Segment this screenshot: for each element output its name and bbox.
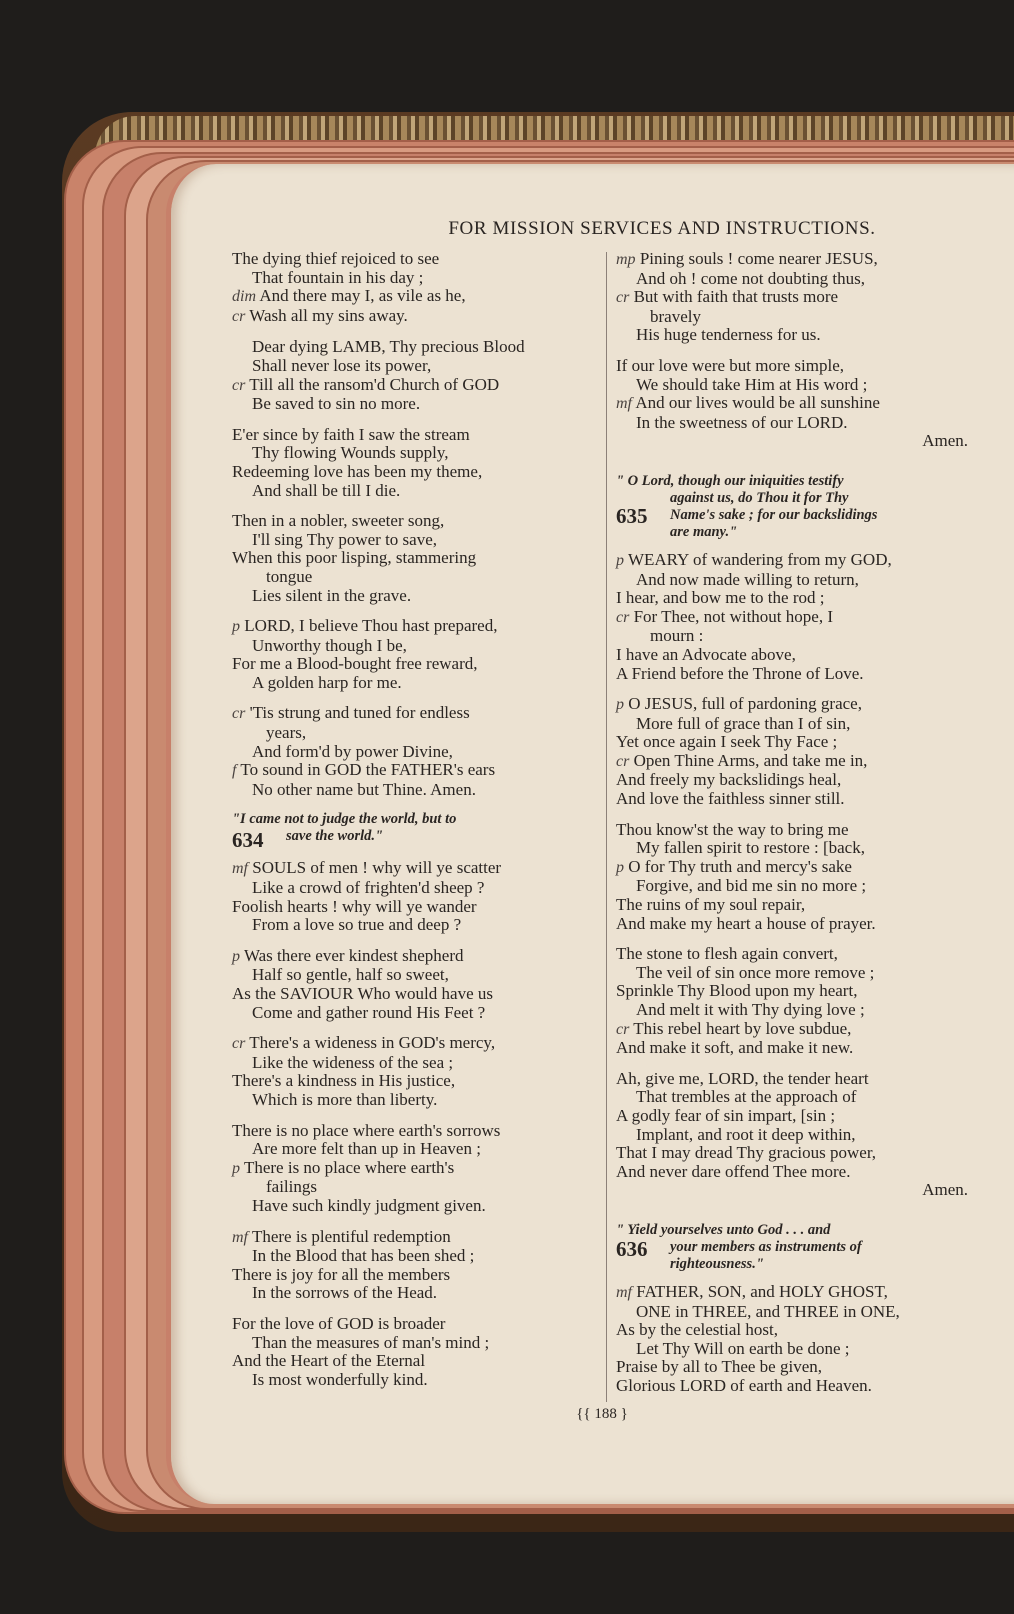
verse-line (616, 1163, 972, 1182)
verse-text: Than the measures of man's mind ; (252, 1332, 490, 1352)
verse-text: And our lives would be all sunshine (635, 393, 880, 413)
page-number: {{ 188 } (576, 1406, 628, 1422)
verse-line (616, 551, 972, 571)
page-content (232, 210, 972, 1440)
verse-line (232, 898, 600, 917)
stanza (232, 512, 600, 605)
verse-text: Which is more than liberty. (252, 1089, 438, 1109)
verse-text: Wash all my sins away. (249, 305, 408, 325)
stanza (232, 859, 600, 934)
dynamic-marking: p (616, 696, 624, 714)
amen: Amen. (922, 431, 968, 451)
verse-text: That trembles at the approach of (636, 1087, 857, 1107)
verse-line (616, 1144, 972, 1163)
dynamic-marking: cr (616, 289, 630, 307)
verse-line (232, 531, 600, 550)
verse-line (616, 1321, 972, 1340)
verse-line (616, 589, 972, 608)
hymn-heading-635 (616, 473, 972, 541)
verse-text: There's a wideness in GOD's mercy, (249, 1033, 496, 1053)
verse-text: ONE in THREE, and THREE in ONE, (636, 1301, 900, 1321)
verse-text: And there may I, as vile as he, (259, 286, 466, 306)
stanza (616, 551, 972, 683)
verse-line (232, 1352, 600, 1371)
verse-text: Glorious LORD of earth and Heaven. (616, 1375, 872, 1395)
verse-text: Have such kindly judgment given. (252, 1195, 486, 1215)
running-head: FOR MISSION SERVICES AND INSTRUCTIONS. (448, 218, 876, 239)
verse-text: Shall never lose its power, (252, 355, 432, 375)
verse-line (616, 695, 972, 715)
verse-text: But with faith that trusts more (633, 287, 839, 307)
stanza (616, 821, 972, 934)
verse-text: Are more felt than up in Heaven ; (252, 1139, 481, 1159)
verse-text: Pining souls ! come nearer JESUS, (639, 249, 878, 268)
hymn-epigraph: "I came not to judge the world, but to (232, 811, 457, 828)
verse-text: O JESUS, full of pardoning grace, (628, 694, 862, 714)
verse-text: Till all the ransom'd Church of GOD (249, 374, 500, 394)
dynamic-marking: p (616, 551, 624, 569)
verse-text: mourn : (650, 626, 704, 646)
verse-line (616, 839, 972, 858)
hymn-epigraph: " Yield yourselves unto God . . . and (616, 1221, 831, 1238)
verse-text: And shall be till I die. (252, 480, 401, 500)
verse-text: Is most wonderfully kind. (252, 1369, 428, 1389)
verse-text: Then in a nobler, sweeter song, (232, 511, 445, 531)
dynamic-marking: dim (232, 288, 256, 306)
verse-text: As the SAVIOUR Who would have us (232, 984, 493, 1003)
verse-text: This rebel heart by love subdue, (633, 1018, 852, 1038)
verse-text: When this poor lisping, stammering (232, 548, 477, 568)
verse-text: Forgive, and bid me sin no more ; (636, 876, 867, 896)
verse-text: There is no place where earth's sorrows (232, 1120, 501, 1140)
stanza (232, 1034, 600, 1109)
verse-text: 'Tis strung and tuned for endless (249, 703, 470, 723)
verse-line (232, 655, 600, 674)
verse-text: FATHER, SON, and HOLY GHOST, (636, 1281, 888, 1301)
verse-line (232, 617, 600, 637)
verse-line (232, 250, 600, 269)
verse-line (232, 1266, 600, 1285)
verse-text: And love the faithless sinner still. (616, 789, 845, 809)
verse-text: Like the wideness of the sea ; (252, 1052, 454, 1072)
stanza (232, 426, 600, 500)
verse-line (232, 1091, 600, 1110)
dynamic-marking: f (232, 762, 237, 780)
verse-text: Praise by all to Thee be given, (616, 1357, 822, 1377)
verse-text: My fallen spirit to restore : [back, (636, 838, 865, 858)
verse-text: years, (266, 723, 307, 743)
stanza (232, 250, 600, 326)
verse-text: For the love of GOD is broader (232, 1313, 446, 1333)
verse-line (232, 395, 600, 414)
verse-line (616, 250, 972, 270)
right-column (616, 250, 972, 1408)
dynamic-marking: cr (232, 307, 246, 325)
verse-line (232, 482, 600, 501)
verse-text: Open Thine Arms, and take me in, (633, 750, 868, 770)
verse-line (232, 549, 600, 568)
verse-line (616, 414, 972, 433)
verse-line (616, 752, 972, 772)
dynamic-marking: p (232, 1159, 240, 1177)
verse-text: His huge tenderness for us. (636, 325, 821, 345)
verse-line (616, 270, 972, 289)
verse-line (616, 858, 972, 878)
dynamic-marking: cr (616, 752, 630, 770)
verse-text: O for Thy truth and mercy's sake (628, 856, 852, 876)
dynamic-marking: cr (232, 1035, 246, 1053)
dynamic-marking: p (232, 618, 240, 636)
verse-line (616, 1126, 972, 1145)
verse-line (616, 790, 972, 809)
stanza (616, 1283, 972, 1396)
left-column (232, 250, 600, 1401)
verse-line (232, 568, 600, 587)
verse-text: More full of grace than I of sin, (636, 713, 851, 733)
hymn-stanzas (616, 1283, 972, 1396)
verse-line (616, 1340, 972, 1359)
verse-line (616, 1070, 972, 1089)
verse-line (232, 426, 600, 445)
hymn-epigraph: Name's sake ; for our backslidings (670, 506, 878, 523)
verse-text: A golden harp for me. (252, 672, 402, 692)
verse-line (232, 1004, 600, 1023)
verse-line (616, 1107, 972, 1126)
verse-line (232, 1284, 600, 1303)
column-divider (606, 252, 607, 1402)
verse-line (232, 1178, 600, 1197)
verse-line (232, 1371, 600, 1390)
verse-line (232, 966, 600, 985)
verse-line (232, 985, 600, 1004)
verse-line (616, 1303, 972, 1322)
hymn-epigraph: " O Lord, though our iniquities testify (616, 472, 844, 489)
verse-text: Implant, and root it deep within, (636, 1124, 856, 1144)
verse-text: And never dare offend Thee more. (616, 1161, 851, 1181)
verse-line (616, 288, 972, 308)
verse-line (232, 1228, 600, 1248)
amen: Amen. (922, 1180, 968, 1200)
verse-text: Foolish hearts ! why will ye wander (232, 896, 477, 916)
stanza (616, 357, 972, 432)
stanza (232, 1228, 600, 1303)
hymn-heading-636 (616, 1222, 972, 1273)
stanza (232, 1315, 600, 1389)
hymn-epigraph: your members as instruments of (670, 1238, 862, 1255)
verse-line (232, 587, 600, 606)
verse-text: Dear dying LAMB, Thy precious Blood (252, 337, 525, 357)
stanza (616, 695, 972, 809)
stanza (232, 1122, 600, 1216)
verse-text: Lies silent in the grave. (252, 585, 412, 605)
verse-line (232, 512, 600, 531)
verse-line (616, 896, 972, 915)
verse-text: For me a Blood-bought free reward, (232, 654, 478, 674)
verse-line (616, 571, 972, 590)
verse-line (232, 376, 600, 396)
verse-line (616, 394, 972, 414)
verse-line (616, 821, 972, 840)
verse-text: Like a crowd of frighten'd sheep ? (252, 878, 485, 898)
verse-line (616, 1283, 972, 1303)
verse-text: Unworthy though I be, (252, 635, 407, 655)
verse-line (232, 781, 600, 800)
verse-line (616, 715, 972, 734)
verse-line (616, 1001, 972, 1020)
verse-line (232, 674, 600, 693)
hymn-stanzas (616, 250, 972, 432)
verse-line (616, 376, 972, 395)
dynamic-marking: mf (616, 395, 632, 413)
hymn-number: 635 (616, 503, 648, 528)
hymn-number: 634 (232, 828, 264, 853)
verse-text: failings (266, 1177, 317, 1197)
verse-text: There is no place where earth's (243, 1157, 455, 1177)
verse-line (616, 964, 972, 983)
verse-line (232, 307, 600, 327)
verse-line (232, 879, 600, 898)
hymn-epigraph: righteousness." (670, 1255, 764, 1272)
verse-line (616, 308, 972, 327)
dynamic-marking: mf (232, 1228, 248, 1246)
verse-line (232, 1122, 600, 1141)
verse-text: A Friend before the Throne of Love. (616, 663, 864, 683)
verse-text: For Thee, not without hope, I (633, 606, 833, 626)
verse-line (616, 608, 972, 628)
dynamic-marking: p (616, 858, 624, 876)
dynamic-marking: p (232, 947, 240, 965)
verse-text: To sound in GOD the FATHER's ears (240, 760, 496, 780)
verse-text: A godly fear of sin impart, [sin ; (616, 1105, 836, 1125)
verse-text: Ah, give me, LORD, the tender heart (616, 1068, 869, 1088)
verse-line (616, 1020, 972, 1040)
verse-line (232, 916, 600, 935)
verse-line (616, 627, 972, 646)
dynamic-marking: cr (616, 608, 630, 626)
verse-line (232, 859, 600, 879)
verse-line (232, 637, 600, 656)
verse-text: LORD, I believe Thou hast prepared, (244, 616, 498, 636)
hymn-epigraph: save the world." (286, 828, 384, 845)
verse-line (232, 724, 600, 743)
verse-line (232, 357, 600, 376)
verse-text: And make it soft, and make it new. (616, 1038, 854, 1058)
verse-text: Redeeming love has been my theme, (232, 461, 483, 481)
verse-line (232, 743, 600, 762)
verse-line (232, 1247, 600, 1266)
verse-text: Come and gather round His Feet ? (252, 1002, 486, 1022)
verse-text: From a love so true and deep ? (252, 915, 462, 935)
verse-text: Half so gentle, half so sweet, (252, 965, 449, 985)
dynamic-marking: mp (616, 251, 636, 268)
verse-text: tongue (266, 566, 313, 586)
verse-text: That fountain in his day ; (252, 267, 424, 287)
verse-text: As by the celestial host, (616, 1320, 778, 1340)
verse-text: And now made willing to return, (636, 569, 859, 589)
verse-line (616, 877, 972, 896)
dynamic-marking: mf (616, 1283, 632, 1301)
verse-text: Thy flowing Wounds supply, (252, 443, 449, 463)
stanza (232, 947, 600, 1022)
hymn-epigraph: are many." (670, 523, 738, 540)
verse-line (616, 771, 972, 790)
hymn-stanzas (616, 551, 972, 1181)
verse-text: Yet once again I seek Thy Face ; (616, 732, 838, 752)
verse-text: And oh ! come not doubting thus, (636, 268, 866, 288)
dynamic-marking: cr (232, 376, 246, 394)
verse-text: And form'd by power Divine, (252, 741, 453, 761)
verse-text: There is plentiful redemption (251, 1226, 451, 1246)
verse-text: And make my heart a house of prayer. (616, 913, 876, 933)
verse-line (232, 1072, 600, 1091)
dynamic-marking: mf (232, 860, 248, 878)
verse-text: And melt it with Thy dying love ; (636, 1000, 865, 1019)
verse-text: And freely my backslidings heal, (616, 770, 842, 790)
verse-line (232, 1140, 600, 1159)
stanza (232, 704, 600, 799)
verse-text: E'er since by faith I saw the stream (232, 424, 470, 444)
stanza (232, 617, 600, 692)
hymn-stanzas (232, 250, 600, 799)
verse-line (616, 945, 972, 964)
verse-text: We should take Him at His word ; (636, 374, 868, 394)
verse-line (616, 1358, 972, 1377)
verse-text: In the sorrows of the Head. (252, 1283, 438, 1303)
verse-text: There is joy for all the members (232, 1264, 451, 1284)
verse-line (616, 982, 972, 1001)
hymn-stanzas (232, 859, 600, 1389)
verse-text: The veil of sin once more remove ; (636, 962, 875, 982)
stanza (232, 338, 600, 413)
verse-line (232, 1054, 600, 1073)
verse-line (616, 733, 972, 752)
verse-text: The dying thief rejoiced to see (232, 249, 440, 268)
dynamic-marking: cr (616, 1020, 630, 1038)
verse-line (616, 326, 972, 345)
hymn-epigraph: against us, do Thou it for Thy (670, 489, 849, 506)
verse-line (616, 915, 972, 934)
verse-text: WEARY of wandering from my GOD, (627, 549, 892, 569)
verse-text: The stone to flesh again convert, (616, 944, 838, 964)
verse-text: If our love were but more simple, (616, 355, 845, 375)
verse-line (232, 287, 600, 307)
verse-line (232, 1034, 600, 1054)
verse-line (232, 338, 600, 357)
verse-text: And the Heart of the Eternal (232, 1351, 426, 1371)
verse-line (232, 444, 600, 463)
verse-text: In the Blood that has been shed ; (252, 1246, 475, 1266)
verse-text: I hear, and bow me to the rod ; (616, 588, 825, 608)
hymn-heading-634 (232, 811, 600, 853)
verse-text: Sprinkle Thy Blood upon my heart, (616, 981, 858, 1001)
verse-line (616, 1377, 972, 1396)
verse-line (232, 463, 600, 482)
verse-line (232, 1334, 600, 1353)
verse-line (616, 1088, 972, 1107)
verse-text: No other name but Thine. Amen. (252, 779, 476, 799)
verse-text: Let Thy Will on earth be done ; (636, 1338, 850, 1358)
verse-text: There's a kindness in His justice, (232, 1071, 456, 1091)
verse-line (232, 947, 600, 967)
verse-text: That I may dread Thy gracious power, (616, 1143, 877, 1163)
verse-text: I'll sing Thy power to save, (252, 529, 437, 549)
stanza (616, 1070, 972, 1182)
verse-line (232, 269, 600, 288)
verse-line (616, 357, 972, 376)
verse-text: bravely (650, 306, 701, 326)
verse-line (232, 1159, 600, 1179)
stanza (616, 945, 972, 1058)
verse-text: Be saved to sin no more. (252, 394, 421, 414)
hymn-number: 636 (616, 1236, 648, 1261)
verse-line (616, 646, 972, 665)
stanza (616, 250, 972, 345)
verse-line (616, 665, 972, 684)
verse-text: In the sweetness of our LORD. (636, 412, 848, 432)
verse-text: I have an Advocate above, (616, 644, 796, 664)
verse-text: Thou know'st the way to bring me (616, 819, 849, 839)
verse-text: The ruins of my soul repair, (616, 895, 806, 915)
verse-text: Was there ever kindest shepherd (243, 945, 464, 965)
verse-line (232, 1315, 600, 1334)
verse-line (616, 1039, 972, 1058)
verse-line (232, 761, 600, 781)
verse-text: SOULS of men ! why will ye scatter (252, 858, 502, 878)
verse-line (232, 1197, 600, 1216)
dynamic-marking: cr (232, 705, 246, 723)
verse-line (232, 704, 600, 724)
